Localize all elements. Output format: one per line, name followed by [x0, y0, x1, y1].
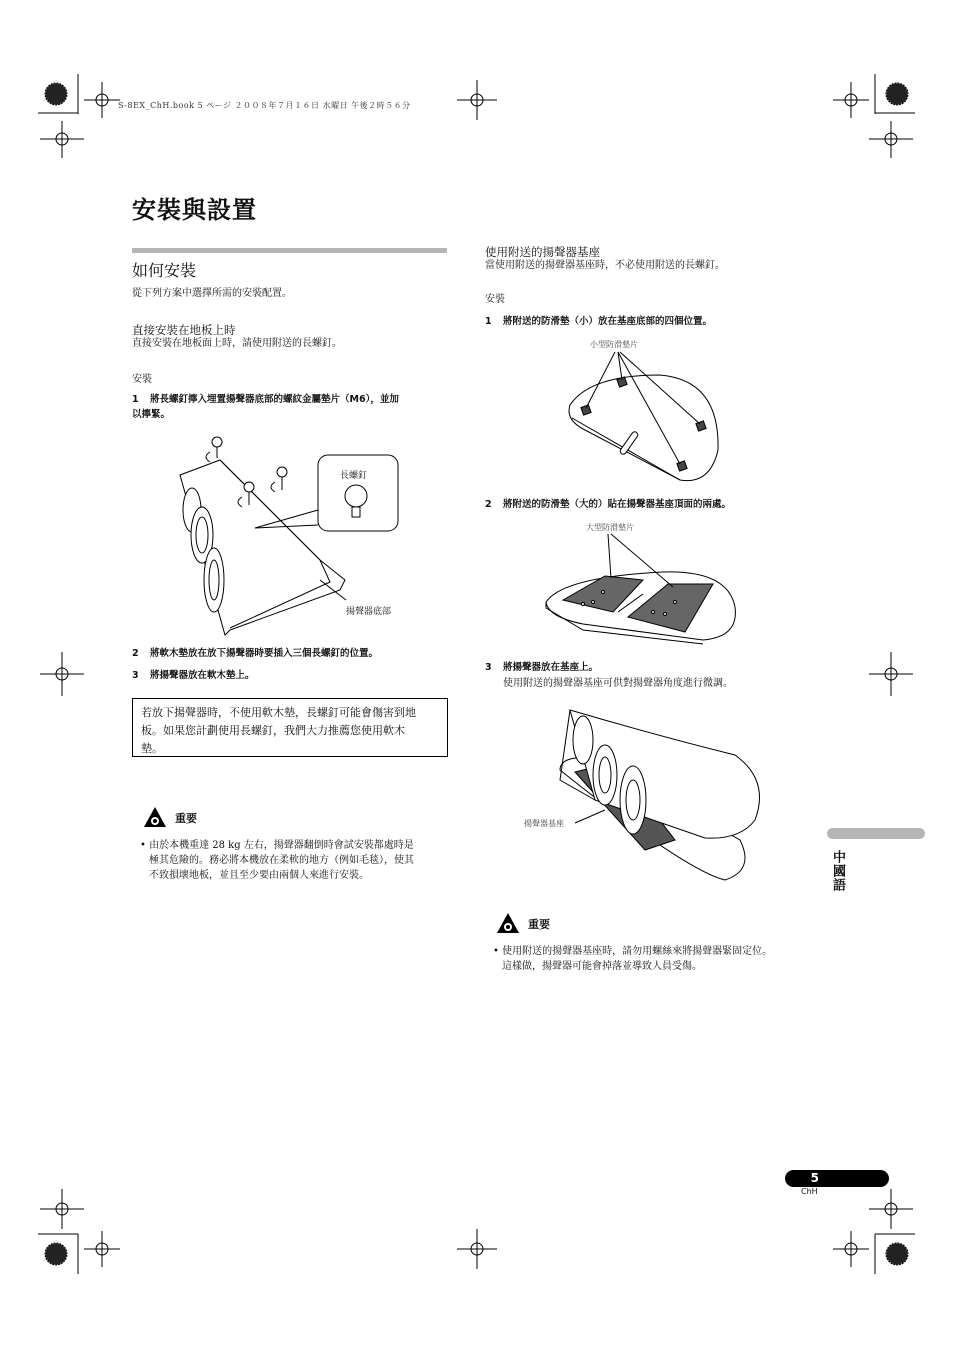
step-text: 將附送的防滑墊（小）放在基座底部的四個位置。 [503, 316, 713, 327]
page-title: 安裝與設置 [132, 196, 257, 224]
stand-step-3-desc: 使用附送的揚聲器基座可供對揚聲器角度進行微調。 [503, 678, 733, 689]
step-text: 將長螺釘擰入埋置揚聲器底部的螺紋金屬墊片（M6），並加 [150, 394, 399, 405]
warning-icon [496, 912, 520, 934]
stand-step-1 [485, 314, 712, 329]
step-text: 將揚聲器放在軟木墊上。 [150, 670, 255, 681]
stand-heading: 使用附送的揚聲器基座 [485, 245, 600, 259]
step-number: 2 [132, 648, 139, 659]
page-number: 5 [785, 1170, 889, 1187]
stand-top-figure [543, 532, 743, 642]
step-number: 2 [485, 499, 492, 510]
note-line: 板。如果您計劃使用長螺釘，我們大力推薦您使用軟木 [141, 724, 405, 737]
step-text: 將揚聲器放在基座上。 [503, 662, 599, 673]
floor-heading: 直接安裝在地板上時 [132, 323, 236, 337]
file-header: S-8EX_ChH.book 5 ページ ２００８年７月１６日 水曜日 午後２時５６分 [118, 101, 411, 110]
label-speaker-stand: 揚聲器基座 [524, 819, 564, 828]
step-text: 將附送的防滑墊（大的）貼在揚聲器基座頂面的兩處。 [503, 499, 732, 510]
important-line: • 使用附送的揚聲器基座時，請勿用螺絲來將揚聲器緊固定位。 [493, 946, 773, 957]
important-label: 重要 [175, 812, 197, 825]
step-number: 3 [485, 662, 492, 673]
note-line: 墊。 [141, 742, 163, 755]
stand-desc: 當使用附送的揚聲器基座時，不必使用附送的長螺釘。 [485, 260, 725, 271]
floor-step-1 [132, 392, 450, 422]
step-number: 3 [132, 670, 139, 681]
important-line: 極其危險的。務必將本機放在柔軟的地方（例如毛毯），使其 [149, 855, 414, 866]
section-rule [132, 248, 447, 253]
note-line: 若放下揚聲器時，不使用軟木墊，長螺釘可能會傷害到地 [141, 706, 416, 719]
floor-desc: 直接安裝在地板面上時，請使用附送的長螺釘。 [132, 338, 342, 349]
important-line: 不致損壞地板，並且至少要由兩個人來進行安裝。 [149, 870, 369, 881]
warning-icon [143, 806, 167, 828]
important-line: 這樣做，揚聲器可能會掉落並導致人員受傷。 [502, 961, 702, 972]
important-label-right: 重要 [528, 918, 550, 931]
stand-step-3 [485, 660, 598, 675]
section-title: 如何安裝 [132, 261, 197, 280]
important-text [140, 838, 460, 883]
lang-code: ChH [801, 1187, 818, 1196]
speaker-on-stand-figure [535, 700, 765, 900]
language-tab [827, 828, 925, 839]
label-large-pads: 大型防滑墊片 [586, 523, 634, 532]
stand-install-label: 安裝 [485, 294, 505, 305]
step-text-cont: 以擰緊。 [132, 409, 171, 420]
important-text-right [493, 944, 823, 974]
stand-bottom-figure [560, 350, 730, 490]
label-long-screw: 長螺釘 [340, 471, 368, 481]
label-speaker-bottom: 揚聲器底部 [346, 607, 392, 617]
important-line: • 由於本機重達 28 kg 左右，揚聲器翻倒時會試安裝都處時是 [140, 840, 414, 851]
step-number: 1 [132, 394, 139, 405]
floor-install-label: 安裝 [132, 374, 152, 385]
step-text: 將軟木墊放在放下揚聲器時要插入三個長螺釘的位置。 [150, 648, 379, 659]
label-small-pads: 小型防滑墊片 [590, 340, 638, 349]
floor-step-2 [132, 646, 378, 661]
step-number: 1 [485, 316, 492, 327]
note-box [132, 698, 448, 757]
stand-step-2 [485, 497, 731, 512]
intro-text: 從下列方案中選擇所需的安裝配置。 [132, 288, 292, 299]
floor-step-3 [132, 668, 255, 683]
language-tab-label: 中國語 [830, 850, 845, 892]
